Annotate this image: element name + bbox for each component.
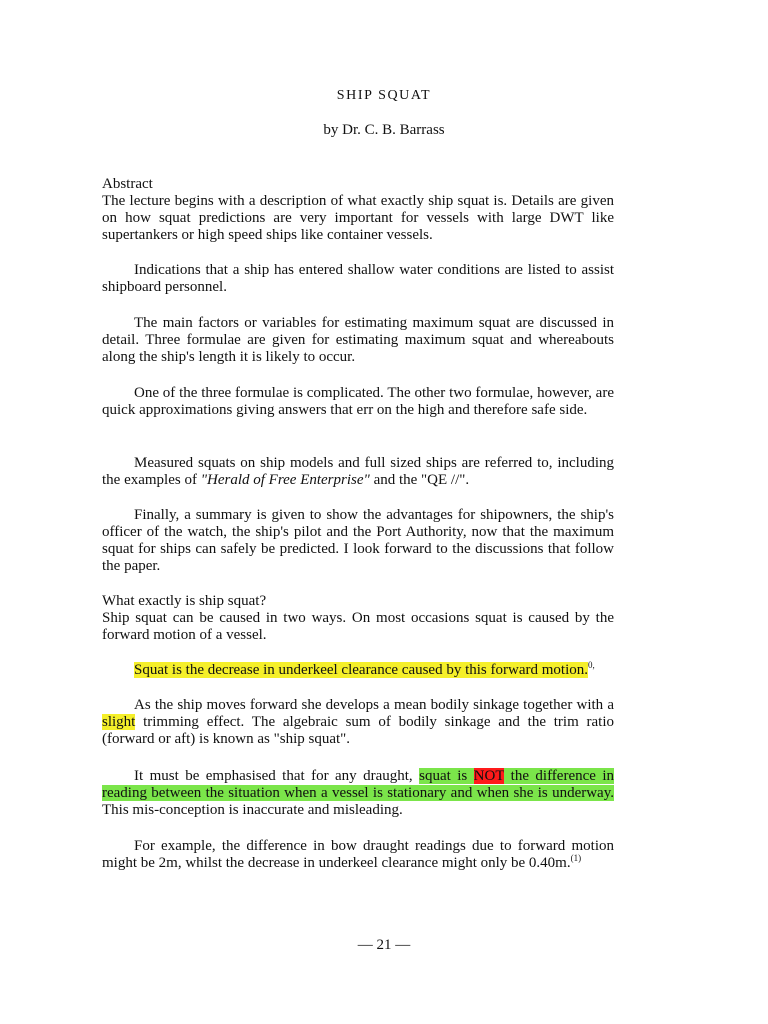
p5-italic-title: "Herald of Free Enterprise" bbox=[200, 472, 370, 488]
body-paragraph-1: Ship squat can be caused in two ways. On most occasions squat is caused by the forward motion of a vessel. bbox=[102, 610, 614, 643]
p9-text-b: trimming effect. The algebraic sum of bodily sinkage and the trim ratio (forward or aft) is known as "ship squat". bbox=[102, 714, 614, 747]
yellow-highlight-slight: slight bbox=[102, 714, 136, 730]
yellow-highlight-definition: Squat is the decrease in underkeel clearance caused by this forward motion. bbox=[134, 662, 588, 678]
body-paragraph-2 bbox=[102, 697, 614, 748]
abstract-paragraph-4: One of the three formulae is complicated. The other two formulae, however, are quick approximations giving answers that err on the high and therefore safe side. bbox=[102, 385, 614, 418]
page-number: — 21 — bbox=[357, 937, 411, 953]
section-block bbox=[102, 593, 614, 644]
p10-text-b: This mis-conception is inaccurate and misleading. bbox=[102, 802, 403, 818]
abstract-paragraph-5 bbox=[102, 455, 614, 489]
red-highlight-not: NOT bbox=[473, 768, 505, 784]
green-highlight-b: the difference in reading between the situation when a vessel is stationary and when she is underway. bbox=[102, 768, 615, 801]
abstract-paragraph-2: Indications that a ship has entered shallow water conditions are listed to assist shipboard personnel. bbox=[102, 262, 614, 295]
green-highlight-a: squat is bbox=[419, 768, 474, 784]
paper-title: SHIP SQUAT bbox=[336, 88, 432, 103]
footnote-marker-1: (1) bbox=[570, 853, 582, 863]
body-paragraph-3 bbox=[102, 768, 614, 819]
p10-text-a: It must be emphasised that for any draught, bbox=[134, 768, 420, 784]
p9-text-a: As the ship moves forward she develops a mean bodily sinkage together with a bbox=[134, 697, 614, 713]
footnote-marker: 0, bbox=[588, 660, 595, 670]
body-paragraph-4 bbox=[102, 838, 614, 872]
section-heading: What exactly is ship squat? bbox=[102, 593, 267, 609]
abstract-block bbox=[102, 176, 614, 244]
abstract-paragraph-6: Finally, a summary is given to show the advantages for shipowners, the ship's officer of the watch, the ship's pilot and the Port Authority, now that the maximum squat for ships can safely be predicted. I look forward to the discussions that follow the paper. bbox=[102, 507, 614, 574]
definition-paragraph bbox=[102, 662, 614, 679]
abstract-heading: Abstract bbox=[102, 176, 153, 192]
abstract-paragraph-1: The lecture begins with a description of what exactly ship squat is. Details are given on how squat predictions are very important for vessels with large DWT like supertankers or high speed ships like container vessels. bbox=[102, 193, 614, 243]
p11-text: For example, the difference in bow draught readings due to forward motion might be 2m, whilst the decrease in underkeel clearance might only be 0.40m. bbox=[102, 838, 614, 871]
p5-text-b: and the "QE //". bbox=[369, 472, 470, 488]
p5-text-a: Measured squats on ship models and full sized ships are referred to, including the examples of bbox=[102, 455, 614, 488]
abstract-paragraph-3: The main factors or variables for estimating maximum squat are discussed in detail. Three formulae are given for estimating maximum squat and whereabouts along the ship's length it is likely to occur. bbox=[102, 315, 614, 365]
author-line: by Dr. C. B. Barrass bbox=[323, 122, 445, 138]
